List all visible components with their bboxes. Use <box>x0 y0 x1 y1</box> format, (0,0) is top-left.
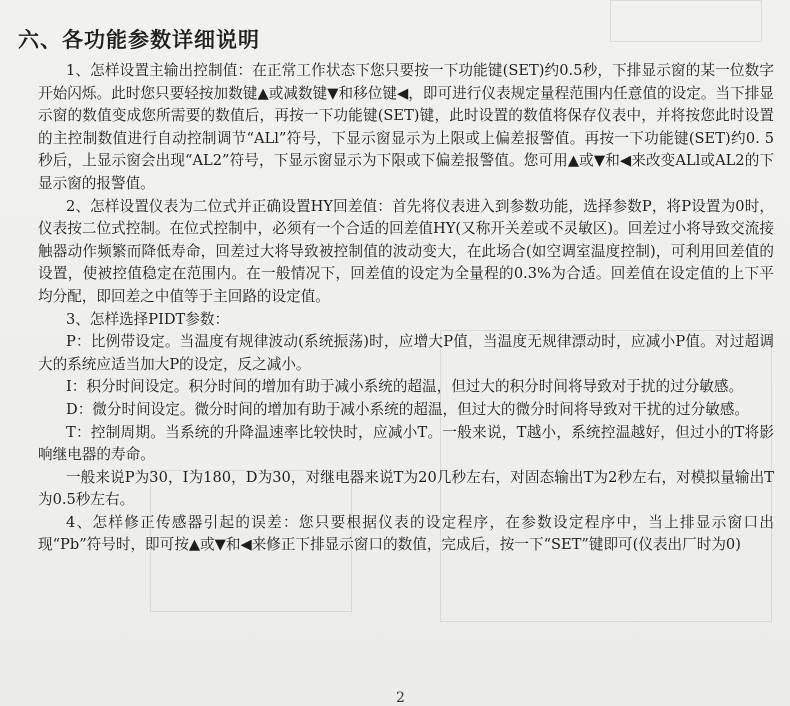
paragraph-t-parameter: T：控制周期。当系统的升降温速率比较快时，应减小T。一般来说，T越小，系统控温越好，但过小的T将影响继电器的寿命。 <box>38 423 774 464</box>
paragraph-pidt-title: 3、怎样选择PIDT参数： <box>66 310 230 328</box>
paragraph-i-parameter: I：积分时间设定。积分时间的增加有助于减小系统的超温，但过大的积分时间将导致对于扰的过分敏感。 <box>66 378 744 396</box>
paragraph-set-main-output: 1、怎样设置主输出控制值：在正常工作状态下您只要按一下功能键(SET)约0.5秒，下排显示窗的某一位数字开始闪烁。此时您只要轻按加数键▲或减数键▼和移位键◀，即可进行仪表规定量程范围内任意值的设定。当下排显示窗的数值变成您所需要的数值后，再按一下功能键(SET)键，此时设置的数值将保存仪表中，并将按您此时设置的主控制数值进行自动控制调节“ALl”符号，下显示窗显示为上限或上偏差报警值。再按一下功能键(SET)约0. 5秒后，上显示窗会出现“AL2”符号，下显示窗显示为下限或下偏差报警值。您可用▲或▼和◀来改变ALl或AL2的下显示窗的报警值。 <box>38 62 774 192</box>
paragraph-sensor-correction: 4、怎样修正传感器引起的误差：您只要根据仪表的设定程序，在参数设定程序中，当上排显示窗口出现“Pb”符号时，即可按▲或▼和◀来修正下排显示窗口的数值，完成后，按一下“SET”键即可(仪表出厂时为0) <box>38 513 774 554</box>
paragraph-hy-hysteresis: 2、怎样设置仪表为二位式并正确设置HY回差值：首先将仪表进入到参数功能，选择参数P，将P设置为0时，仪表按二位式控制。在位式控制中，必须有一个合适的回差值HY(又称开关差或不灵敏区)。回差过小将导致交流接触器动作频繁而降低寿命，回差过大将导致被控制值的波动变大，在此场合(如空调室温度控制)，可利用回差值的设置，使被控值稳定在范围内。在一般情况下，回差值的设定为全量程的0.3%为合适。回差值在设定值的上下平均分配，即回差之中值等于主回路的设定值。 <box>38 197 774 305</box>
bleed-through-mark <box>610 0 762 42</box>
page-number: 2 <box>396 690 405 706</box>
paragraph-p-parameter: P：比例带设定。当温度有规律波动(系统振荡)时，应增大P值，当温度无规律漂动时，应减小P值。对过超调大的系统应适当加大P的设定，反之减小。 <box>38 333 774 373</box>
section-body <box>38 60 774 557</box>
section-heading: 六、各功能参数详细说明 <box>18 28 260 52</box>
paragraph-typical-values: 一般来说P为30，I为180，D为30，对继电器来说T为20几秒左右，对固态输出T为2秒左右，对模拟量输出T为0.5秒左右。 <box>38 468 774 509</box>
paragraph-d-parameter: D：微分时间设定。微分时间的增加有助于减小系统的超温，但过大的微分时间将导致对干扰的过分敏感。 <box>66 400 750 418</box>
